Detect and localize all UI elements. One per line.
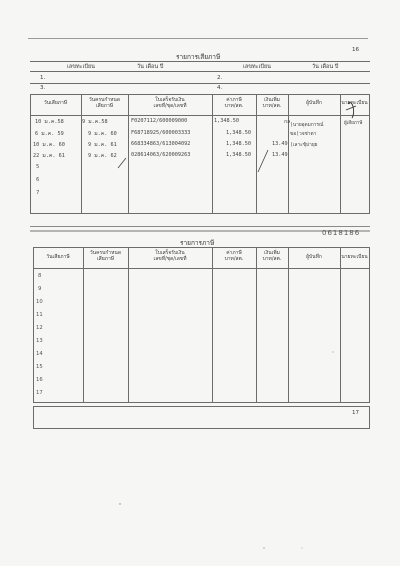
row-number: 15 bbox=[36, 364, 43, 370]
row-number: 5 bbox=[36, 164, 40, 170]
section2-title: รายการภาษี bbox=[180, 239, 215, 247]
row-tax: 1,348.50 bbox=[214, 118, 239, 124]
col-header-extra: เงินเพิ่ม บาท/สต. bbox=[262, 97, 282, 109]
reg-label-right: เลขทะเบียน bbox=[243, 64, 271, 70]
row-number: 13 bbox=[36, 338, 43, 344]
col-header-due-date: วันครบกำหนด เสียภาษี bbox=[88, 97, 121, 109]
row-tax: 1,348.50 bbox=[226, 141, 251, 147]
col-header-registrar: นายทะเบียน bbox=[341, 254, 368, 260]
col-header-tax: ค่าภาษี บาท/สต. bbox=[224, 250, 244, 262]
line-number-4: 4. bbox=[217, 85, 223, 91]
col-header-receipt: ใบเสร็จรับเงิน เลขที่/ชุด/เลขที่ bbox=[153, 97, 187, 109]
line-number-3: 3. bbox=[40, 85, 46, 91]
stamp-number: 0618186 bbox=[322, 229, 361, 237]
row-number: 16 bbox=[36, 377, 43, 383]
row-paid-date: 22 ม.ค. 61 bbox=[33, 153, 65, 159]
col-header-recorder: ผู้บันทึก bbox=[306, 100, 322, 106]
row-number: 11 bbox=[36, 312, 43, 318]
row-due-date: 9 ม.ค. 61 bbox=[88, 142, 117, 148]
row-due-date: 9 ม.ค. 62 bbox=[88, 153, 117, 159]
col-header-extra: เงินเพิ่ม บาท/สต. bbox=[262, 250, 282, 262]
row-due-date: 9 ม.ค.58 bbox=[82, 119, 108, 125]
col-header-due-date: วันครบกำหนด เสียภาษี bbox=[89, 250, 122, 262]
row-tax: 1,348.50 bbox=[226, 130, 251, 136]
row-paid-date: 6 ม.ค. 59 bbox=[35, 131, 64, 137]
col-header-recorder: ผู้บันทึก bbox=[306, 254, 322, 260]
line-number-1: 1. bbox=[40, 75, 46, 81]
row-number: 17 bbox=[36, 390, 43, 396]
row-number: 8 bbox=[38, 273, 42, 279]
col-header-receipt: ใบเสร็จรับเงิน เลขที่/ชุด/เลขที่ bbox=[153, 250, 187, 262]
row-extra: 13.49 bbox=[272, 152, 288, 158]
row-receipt: F0207112/600009000 bbox=[131, 118, 188, 124]
row-number: 10 bbox=[36, 299, 43, 305]
registrar-note: ผู้เสียภาษี bbox=[344, 121, 363, 126]
row-recorder: ขอ(วจช่าตา bbox=[290, 132, 317, 137]
row-receipt: 028614063/620009263 bbox=[131, 152, 191, 158]
col-header-paid-date: วันเสียภาษี bbox=[43, 100, 68, 106]
row-receipt: 668334863/613004092 bbox=[131, 141, 191, 147]
date-label-right: วัน เดือน ปี bbox=[312, 64, 339, 70]
row-due-date: 9 ม.ค. 60 bbox=[88, 131, 117, 137]
row-paid-date: 10 ม.ค.58 bbox=[35, 119, 64, 125]
col-header-paid-date: วันเสียภาษี bbox=[46, 254, 70, 260]
footer-number: 17 bbox=[352, 410, 359, 416]
corner-number: 16 bbox=[352, 47, 359, 53]
row-number: 9 bbox=[38, 286, 42, 292]
row-recorder: (นายอุดมการณ์ bbox=[290, 123, 324, 128]
line-number-2: 2. bbox=[217, 75, 223, 81]
row-recorder: กล bbox=[284, 119, 291, 125]
row-number: 6 bbox=[36, 177, 40, 183]
row-number: 12 bbox=[36, 325, 43, 331]
row-receipt: F68718925/600003333 bbox=[131, 130, 191, 136]
reg-label-left: เลขทะเบียน bbox=[67, 64, 95, 70]
row-extra: 13.49 bbox=[272, 141, 288, 147]
row-tax: 1,348.50 bbox=[226, 152, 251, 158]
section1-title: รายการเสียภาษี bbox=[176, 53, 221, 61]
row-number: 7 bbox=[36, 190, 40, 196]
date-label-left: วัน เดือน ปี bbox=[137, 64, 164, 70]
col-header-registrar: นายทะเบียน bbox=[341, 100, 368, 106]
row-number: 14 bbox=[36, 351, 43, 357]
row-recorder: (เลาะชุ้ม่ายุย bbox=[290, 143, 318, 148]
col-header-tax: ค่าภาษี บาท/สต. bbox=[224, 97, 244, 109]
row-paid-date: 10 ม.ค. 60 bbox=[33, 142, 65, 148]
